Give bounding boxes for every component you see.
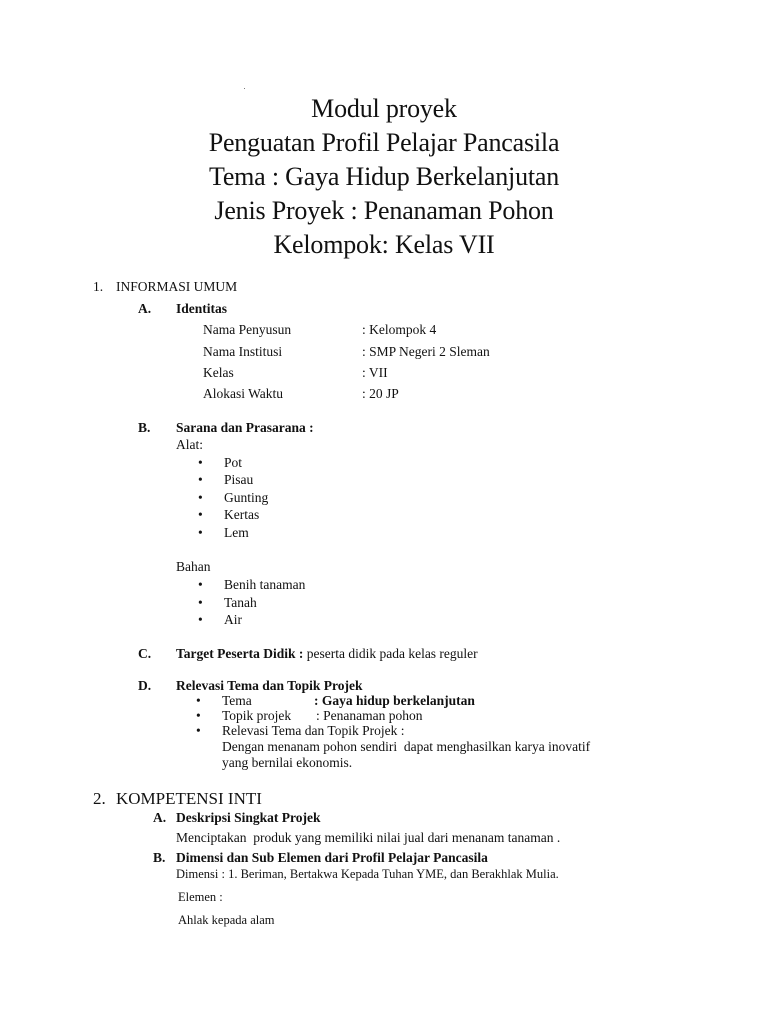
elemen-value: Ahlak kepada alam [178,913,275,927]
identitas-heading: Identitas [176,301,228,316]
subsection-a-letter: A. [138,301,152,316]
identity-value: : VII [362,365,388,380]
title-line-4: Jenis Proyek : Penanaman Pohon [214,196,554,225]
identity-value: : 20 JP [362,386,399,401]
identity-label: Nama Penyusun [203,322,292,337]
identity-value: : SMP Negeri 2 Sleman [362,344,490,359]
identity-label: Kelas [203,365,234,380]
stray-mark [244,88,245,89]
elemen-label: Elemen : [178,890,223,904]
dimensi-text: Dimensi : 1. Beriman, Bertakwa Kepada Tuhan YME, dan Berakhlak Mulia. [176,867,559,881]
relevasi-text-line-2: yang bernilai ekonomis. [222,755,353,770]
list-item: • Gunting [224,490,268,506]
subsection-b-letter: B. [153,850,166,865]
title-line-3: Tema : Gaya Hidup Berkelanjutan [208,162,560,191]
subsection-d-letter: D. [138,678,152,693]
list-item: • Kertas [224,507,259,523]
list-item: • Pot [224,455,242,471]
topik-label: • Topik projek [222,708,291,724]
relevasi-heading: Relevasi Tema dan Topik Projek [176,678,363,693]
section-1-number: 1. [93,279,104,294]
deskripsi-heading: Deskripsi Singkat Projek [176,810,321,825]
title-line-5: Kelompok: Kelas VII [273,230,495,259]
list-item: • Tanah [224,595,257,611]
subsection-a-letter: A. [153,810,167,825]
title-line-1: Modul proyek [311,94,457,123]
section-2-heading: KOMPETENSI INTI [116,789,262,808]
list-item: • Pisau [224,472,253,488]
topik-value: : Penanaman pohon [316,708,423,723]
tema-value: : Gaya hidup berkelanjutan [314,693,475,708]
sarana-heading: Sarana dan Prasarana : [176,420,314,435]
relevasi-text-line-1: Dengan menanam pohon sendiri dapat menghasilkan karya inovatif [222,739,591,754]
bahan-label: Bahan [176,559,211,574]
tema-label: • Tema [222,693,252,709]
target-line [176,646,478,662]
identity-value: : Kelompok 4 [362,322,437,337]
list-item: • Lem [224,525,249,541]
list-item: • Air [224,612,242,628]
title-line-2: Penguatan Profil Pelajar Pancasila [208,128,560,157]
deskripsi-text: Menciptakan produk yang memiliki nilai jual dari menanam tanaman . [176,830,561,845]
identity-label: Alokasi Waktu [203,386,284,401]
relevasi-label: • Relevasi Tema dan Topik Projek : [222,723,404,739]
alat-label: Alat: [176,437,203,452]
dimensi-heading: Dimensi dan Sub Elemen dari Profil Pelajar Pancasila [176,850,488,865]
section-2-number: 2. [93,789,106,808]
target-text: peserta didik pada kelas reguler [303,646,478,661]
section-1-heading: INFORMASI UMUM [116,279,238,294]
module-title [0,92,768,262]
subsection-b-letter: B. [138,420,151,435]
subsection-c-letter: C. [138,646,152,661]
target-heading: Target Peserta Didik : [176,646,304,661]
identity-label: Nama Institusi [203,344,283,359]
list-item: • Benih tanaman [224,577,305,593]
